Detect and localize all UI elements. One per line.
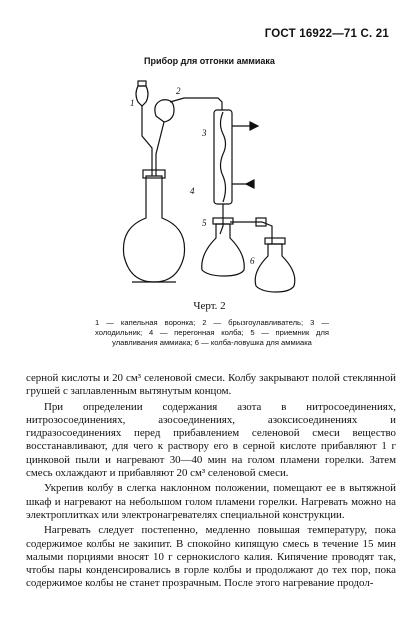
part-number-5: 5 — [202, 218, 207, 228]
paragraph-1: серной кислоты и 20 см³ селеновой смеси. Колбу закрывают полой стеклянной грушей с заплавленным вытянутым концом. — [26, 372, 396, 398]
trap-flask — [255, 244, 295, 292]
part-number-3: 3 — [202, 128, 207, 138]
paragraph-3: Укрепив колбу в слегка наклонном положении, помещают ее в вытяжной шкаф и нагревают на небольшом голом пламени горелки. Нагревать можно на электроплитках или электронагревателях специальной конструкции. — [26, 482, 396, 521]
figure-title: Прибор для отгонки аммиака — [144, 56, 275, 66]
figure-label: Черт. 2 — [193, 300, 226, 312]
splash-trap — [155, 100, 174, 122]
apparatus-diagram — [112, 76, 312, 296]
part-number-6: 6 — [250, 256, 255, 266]
standard-header: ГОСТ 16922—71 С. 21 — [264, 28, 389, 40]
dropping-funnel — [136, 86, 148, 106]
part-number-4: 4 — [190, 186, 195, 196]
distillation-flask — [123, 176, 184, 282]
condenser — [214, 110, 232, 204]
part-number-1: 1 — [130, 98, 135, 108]
paragraph-2: При определении содержания азота в нитросоединениях, нитрозосоединениях, азосоединениях, азоксисоединениях и гидразосоединениях перед прибавлением селеновой смеси вещество восстанавливают, для чего к раствору его в серной кислоте прибавляют 1 г цинковой пыли и нагревают 30—40 мин на голом пламени горелки. Затем смесь охлаждают и прибавляют 20 см³ селеновой смеси. — [26, 400, 396, 480]
part-number-2: 2 — [176, 86, 181, 96]
body-text — [26, 372, 396, 591]
paragraph-4: Нагревать следует постепенно, медленно повышая температуру, пока содержимое колбы не закипит. В спокойно кипящую смесь в течение 15 мин малыми порциями вносят 10 г сернокислого калия. Кипячение проводят так, чтобы пары конденсировались в горле колбы и продолжают до тех пор, пока содержимое колбы не станет прозрачным. После этого нагревание продол- — [26, 524, 396, 590]
receiver-flask — [202, 224, 244, 276]
figure-caption: 1 — капельная воронка; 2 — брызгоулавливатель; 3 — холодильник; 4 — перегонная колба; 5 — приемник для улавливания аммиака; 6 — колба-ловушка для аммиака — [95, 318, 329, 348]
